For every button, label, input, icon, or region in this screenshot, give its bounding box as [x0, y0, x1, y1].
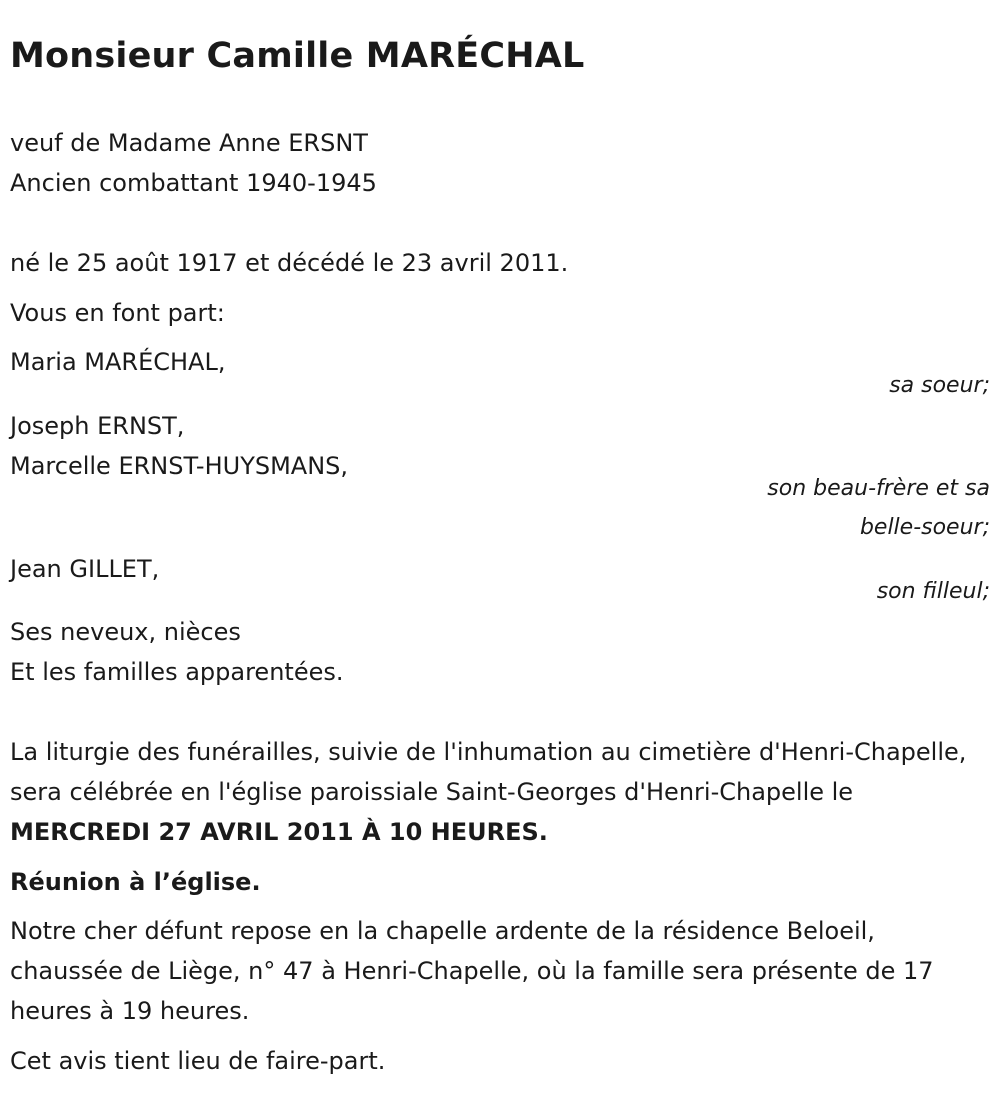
- visitation-paragraph: Notre cher défunt repose en la chapelle ardente de la résidence Beloeil, chaussée de Liège, n° 47 à Henri-Chapelle, où la famille sera présente de 17 heures à 19 heures.: [10, 917, 934, 1025]
- sister-relation: sa soeur;: [889, 373, 990, 398]
- meeting-note: Réunion à l’église.: [10, 868, 261, 896]
- funeral-paragraph: [10, 732, 985, 852]
- funeral-text: La liturgie des funérailles, suivie de l'inhumation au cimetière d'Henri-Chapelle, sera célébrée en l'église paroissiale Saint-Georges d'Henri-Chapelle le: [10, 738, 967, 806]
- inlaw-relation-line-2: belle-soeur;: [859, 515, 990, 540]
- nephews-line: Ses neveux, nièces: [10, 618, 241, 646]
- inlaw-name-2: Marcelle ERNST-HUYSMANS,: [10, 452, 349, 480]
- relatives-line: Et les familles apparentées.: [10, 658, 344, 686]
- closing-line: Cet avis tient lieu de faire-part.: [10, 1047, 386, 1075]
- widower-line: veuf de Madame Anne ERSNT: [10, 129, 368, 157]
- announcement-lead: Vous en font part:: [10, 299, 225, 327]
- sister-name: Maria MARÉCHAL,: [10, 348, 226, 376]
- godson-name: Jean GILLET,: [10, 555, 160, 583]
- deceased-name-title: Monsieur Camille MARÉCHAL: [10, 36, 585, 76]
- veteran-line: Ancien combattant 1940-1945: [10, 169, 377, 197]
- inlaw-relation-line-1: son beau-frère et sa: [767, 476, 990, 501]
- inlaw-name-1: Joseph ERNST,: [10, 412, 185, 440]
- funeral-datetime: MERCREDI 27 AVRIL 2011 À 10 HEURES.: [10, 818, 548, 846]
- godson-relation: son filleul;: [876, 579, 990, 604]
- birth-death-dates: né le 25 août 1917 et décédé le 23 avril 2011.: [10, 249, 569, 277]
